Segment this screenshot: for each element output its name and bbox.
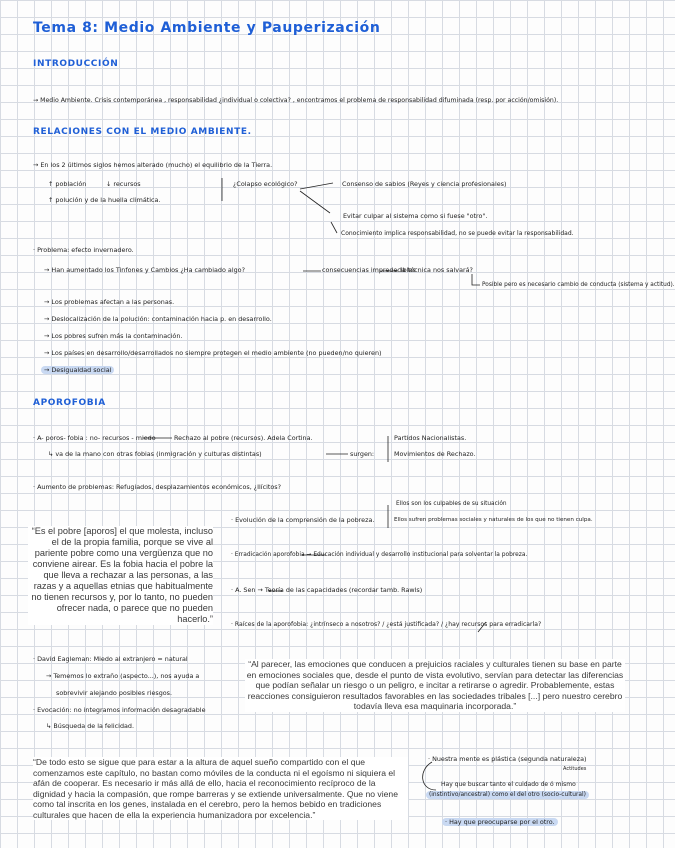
apo-ellos-sufren: Ellos sufren problemas sociales y naturales de los que no tienen culpa. [394,517,593,523]
rel-problema: · Problema: efecto invernadero. [33,246,134,254]
apo-cuidado: Hay que buscar tanto el cuidado de ó mismo [441,781,576,788]
rel-evitar: Evitar culpar al sistema como si fuese "otro". [343,212,488,220]
apo-instintivo: (instintivo/ancestral) como el del otro (socio-cultural) [426,791,589,799]
apo-preocuparse: · Hay que preocuparse por el otro. [442,818,558,826]
rel-recursos: ↓ recursos [106,180,141,188]
page-title: Tema 8: Medio Ambiente y Pauperización [33,20,381,36]
quote-cortina-final: “De todo esto se sigue que para estar a la altura de aquel sueño compartido con el que comenzamos este capítulo, no bastan como móviles de la conducta ni el egoísmo ni siquiera el afán de cooperar. Es necesario ir más allá de ello, hacia el reconocimiento recíproco de la dignidad y hacia la compasión, que rompe barreras y se extiende universalmente. Que no viene como tal inscrita en los genes, instalada en el cerebro, pero la hemos bebido en tradiciones culturales que hacen de ella la experiencia humanizadora por excelencia.” [33,757,408,820]
apo-evocacion: · Evocación: no integramos información desagradable [33,706,206,714]
rel-bullet-4: → Los países en desarrollo/desarrollados no siempre protegen el medio ambiente (no pueden/no quieren) [44,349,382,357]
rel-bullet-2: → Deslocalización de la polución: contaminación hacia p. en desarrollo. [44,315,272,323]
apo-actitudes: Actitudes [563,766,587,772]
apo-rechazo: Rechazo al pobre (recursos). Adela Cortina. [174,434,313,442]
apo-sobrevivir: sobrevivir alejando posibles riesgos. [56,689,173,697]
rel-consenso: Consenso de sabios (Reyes y ciencia profesionales) [342,180,507,188]
rel-bullet-3: → Los pobres sufren más la contaminación. [44,332,183,340]
rel-posible: Posible pero es necesario cambio de conducta (sistema y actitud). [482,282,675,288]
apo-aporos: · A- poros- fobia : no- recursos - miedo [33,434,156,442]
quote-eagleman: “Al parecer, las emociones que conducen a prejuicios raciales y culturales tienen su base en parte en emociones sociales que, desde el punto de vista evolutivo, servían para detectar las diferencias que podían señalar un riesgo o un peligro, e incitar a retirarse o agredir. Probablemente, estas reacciones consiguieron resultados favorables en las sociedades tribales [...] pero nuestro cerebro todavía lleva esa maquinaria incorporada.” [246,659,624,711]
section-heading-relaciones: RELACIONES CON EL MEDIO AMBIENTE. [33,127,252,137]
rel-polucion: ↑ polución y de la huella climática. [48,196,161,204]
apo-mente-plastica: · Nuestra mente es plástica (segunda naturaleza) [428,755,587,763]
quote-cortina: “Es el pobre [aporos] el que molesta, incluso el de la propia familia, porque se vive al pariente pobre como una vergüenza que no conviene airear. Es la fobia hacia el pobre la que lleva a rechazar a las personas, a las razas y a aquellas etnias que habitualmente no tienen recursos y, por lo tanto, no pueden ofrecer nada, o parece que no pueden hacerlo.” [28,526,213,625]
apo-ellos-culpables: Ellos son los culpables de su situación [396,501,507,507]
rel-aumentado: → Han aumentado los Tinfones y Cambios ¿Ha cambiado algo? [44,266,245,274]
section-heading-intro: INTRODUCCIÓN [33,59,119,69]
apo-movimientos: Movimientos de Rechazo. [394,450,476,458]
rel-conocimiento: Conocimiento implica responsabilidad, no se puede evitar la responsabilidad. [341,230,574,237]
intro-line: → Medio Ambiente. Crisis contemporánea , responsabilidad ¿individual o colectiva? , encontramos el problema de responsabilidad difuminada (resp. por acción/omisión). [33,97,559,104]
apo-aumento: · Aumento de problemas: Refugiados, desplazamientos económicos, ¿Ilícitos? [33,483,282,491]
apo-evolucion: · Evolución de la comprensión de la pobreza. [231,516,375,524]
apo-erradicacion: · Erradicación aporofobia → Educación individual y desarrollo institucional para solventar la pobreza. [231,552,528,558]
rel-tecnica: la técnica nos salvará? [400,266,473,274]
rel-bullet-1: → Los problemas afectan a las personas. [44,298,175,306]
apo-surgen: surgen: [350,450,375,458]
section-heading-aporofobia: APOROFOBIA [33,398,106,408]
apo-raices: · Raíces de la aporofobia: ¿intrínseco a nosotros? / ¿está justificada? / ¿hay recursos para erradicarla? [231,621,542,628]
rel-bullet-5: → Desigualdad social [41,366,114,374]
apo-busqueda: ↳ Búsqueda de la felicidad. [46,722,135,730]
apo-sen: · A. Sen → Teoría de las capacidades (recordar tamb. Rawls) [231,586,423,594]
rel-consecuencias: consecuencias impredecibles [322,266,416,274]
apo-partidos: Partidos Nacionalistas. [394,434,467,442]
rel-line-1: → En los 2 últimos siglos hemos alterado (mucho) el equilibrio de la Tierra. [33,161,273,169]
rel-colapso: ¿Colapso ecológico? [233,180,298,188]
apo-otras-fobias: ↳ va de la mano con otras fobias (inmigración y culturas distintas) [48,450,262,458]
apo-tememos: → Tememos lo extraño (aspecto...), nos ayuda a [46,672,200,680]
rel-poblacion: ↑ población [48,180,87,188]
apo-eagleman: · David Eagleman: Miedo al extranjero = natural [33,655,188,663]
